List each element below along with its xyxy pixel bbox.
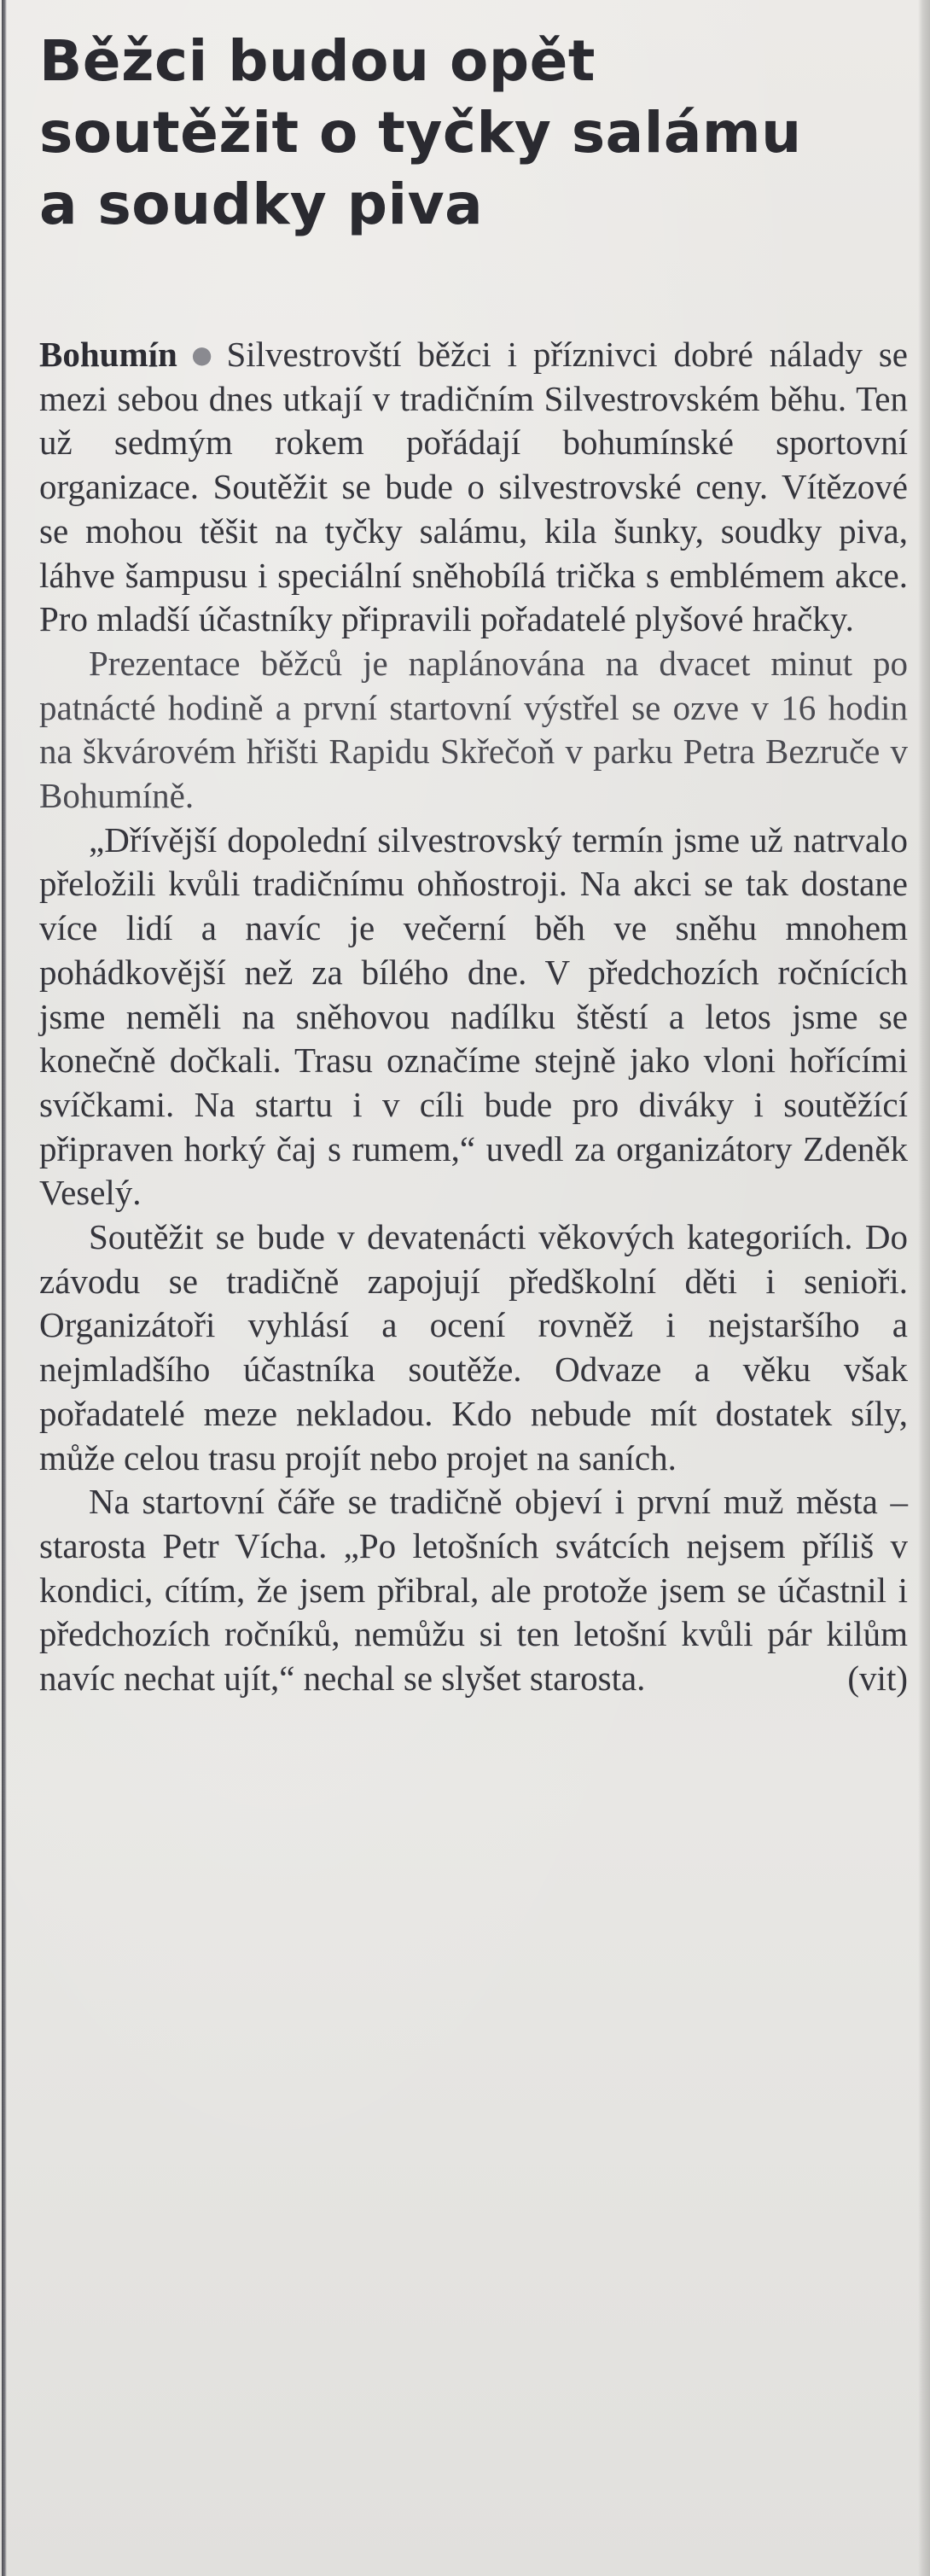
paragraph-text: Soutěžit se bude v devatenácti věkových kategoriích. Do závodu se tradičně zapojují předškolní děti i senioři. Organizátoři vyhlásí a ocení rovněž i nejstaršího a nejmladšího účastníka soutěže. Odvaze a věku však pořadatelé meze nekladou. Kdo nebude mít dostatek síly, může celou trasu projít nebo projet na saních. bbox=[39, 1217, 908, 1477]
bullet-icon: ● bbox=[183, 341, 220, 369]
headline-line: Běžci budou opět bbox=[39, 28, 596, 94]
paragraph-4 bbox=[39, 1215, 908, 1480]
paragraph-5 bbox=[39, 1480, 908, 1701]
paragraph-2 bbox=[39, 642, 908, 819]
paragraph-3 bbox=[39, 819, 908, 1215]
paragraph-text: Na startovní čáře se tradičně objeví i první muž města – starosta Petr Vícha. „Po letošních svátcích nejsem příliš v kondici, cítím, že jsem přibral, ale protože jsem se účastnil i předchozích ročníků, nemůžu si ten letošní kvůli pár kilům navíc nechat ujít,“ nechal se slyšet starosta. bbox=[39, 1482, 908, 1699]
paragraph-1 bbox=[39, 333, 908, 642]
headline-line: soutěžit o tyčky salámu bbox=[39, 100, 802, 166]
dateline: Bohumín bbox=[39, 335, 177, 374]
paper-edge bbox=[918, 0, 930, 2576]
paragraph-text: Silvestrovští běžci i příznivci dobré nálady se mezi sebou dnes utkají v tradičním Silvestrovském běhu. Ten už sedmým rokem pořádají bohumínské sportovní organizace. Soutěžit se bude o silvestrovské ceny. Vítězové se mohou těšit na tyčky salámu, kila šunky, soudky piva, láhve šampusu i speciální sněhobílá trička s emblémem akce. Pro mladší účastníky připravili pořadatelé plyšové hračky. bbox=[39, 335, 908, 639]
author-signature: (vit) bbox=[847, 1658, 908, 1699]
headline-line: a soudky piva bbox=[39, 172, 484, 237]
article-body bbox=[39, 333, 908, 1701]
headline bbox=[39, 26, 892, 241]
paragraph-text: „Dřívější dopolední silvestrovský termín jsme už natrvalo přeložili kvůli tradičnímu ohňostroji. Na akci se tak dostane více lidí a navíc je večerní běh ve sněhu mnohem pohádkovější než za bílého dne. V předchozích ročnících jsme neměli na sněhovou nadílku štěstí a letos jsme se konečně dočkali. Trasu označíme stejně jako vloni hořícími svíčkami. Na startu i v cíli bude pro diváky i soutěžící připraven horký čaj s rumem,“ uvedl za organizátory Zdeněk Veselý. bbox=[39, 819, 908, 1213]
paragraph-text: Prezentace běžců je naplánována na dvacet minut po patnácté hodině a první startovní výstřel se ozve v 16 hodin na škvárovém hřišti Rapidu Skřečoň v parku Petra Bezruče v Bohumíně. bbox=[39, 643, 908, 816]
column-rule bbox=[2, 0, 7, 2576]
